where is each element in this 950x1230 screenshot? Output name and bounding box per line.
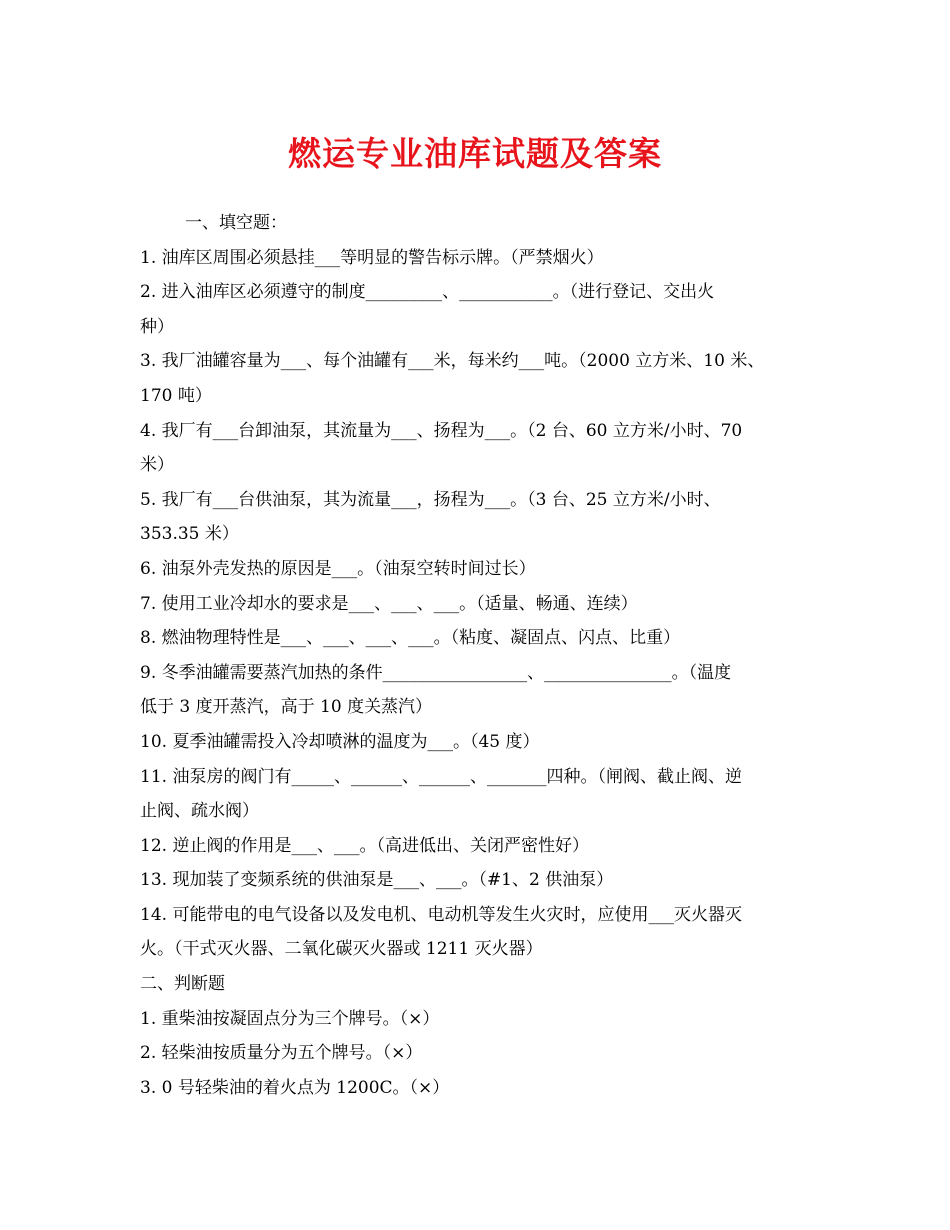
question-line: 6. 油泵外壳发热的原因是___。（油泵空转时间过长）: [140, 558, 536, 579]
question-line: 10. 夏季油罐需投入冷却喷淋的温度为___。（45 度）: [140, 731, 540, 752]
document-body: [140, 206, 820, 1105]
question-line: 低于 3 度开蒸汽，高于 10 度关蒸汽）: [140, 697, 433, 718]
question-line: 种）: [140, 316, 174, 337]
question-line: 11. 油泵房的阀门有_____、______、______、_______四种。（闸阀、截止阀、逆: [140, 766, 742, 787]
question-line: 止阀、疏水阀）: [140, 801, 259, 822]
question-line: 12. 逆止阀的作用是___、___。（高进低出、关闭严密性好）: [140, 835, 589, 856]
question-line: 1. 重柴油按凝固点分为三个牌号。（×）: [140, 1008, 440, 1029]
section-heading-true-false: 二、判断题: [140, 974, 225, 995]
question-line: 13. 现加装了变频系统的供油泵是___、___。（#1、2 供油泵）: [140, 870, 614, 891]
question-line: 170 吨）: [140, 385, 212, 406]
question-line: 米）: [140, 455, 174, 476]
section-heading-fill-blank: 一、填空题：: [185, 213, 287, 233]
question-line: 2. 轻柴油按质量分为五个牌号。（×）: [140, 1043, 423, 1064]
question-line: 2. 进入油库区必须遵守的制度_________、___________。（进行登记、交出火: [140, 282, 715, 303]
question-line: 1. 油库区周围必须悬挂___等明显的警告标示牌。（严禁烟火）: [140, 247, 604, 268]
question-line: 3. 我厂油罐容量为___、每个油罐有___米，每米约___吨。（2000 立方米、10 米、: [140, 351, 765, 372]
question-line: 3. 0 号轻柴油的着火点为 1200C。（×）: [140, 1077, 450, 1098]
question-line: 火。（干式灭火器、二氧化碳灭火器或 1211 灭火器）: [140, 939, 543, 960]
question-line: 14. 可能带电的电气设备以及发电机、电动机等发生火灾时，应使用___灭火器灭: [140, 904, 742, 925]
question-line: 9. 冬季油罐需要蒸汽加热的条件_________________、_______________。（温度: [140, 662, 732, 683]
question-line: 8. 燃油物理特性是___、___、___、___。（粘度、凝固点、闪点、比重）: [140, 628, 681, 649]
question-line: 7. 使用工业冷却水的要求是___、___、___。（适量、畅通、连续）: [140, 593, 638, 614]
question-line: 5. 我厂有___台供油泵，其为流量___，扬程为___。（3 台、25 立方米/小时、: [140, 489, 721, 510]
question-line: 353.35 米）: [140, 524, 239, 545]
question-line: 4. 我厂有___台卸油泵，其流量为___、扬程为___。（2 台、60 立方米/小时、70: [140, 420, 743, 441]
document-title: 燃运专业油库试题及答案: [288, 134, 662, 173]
